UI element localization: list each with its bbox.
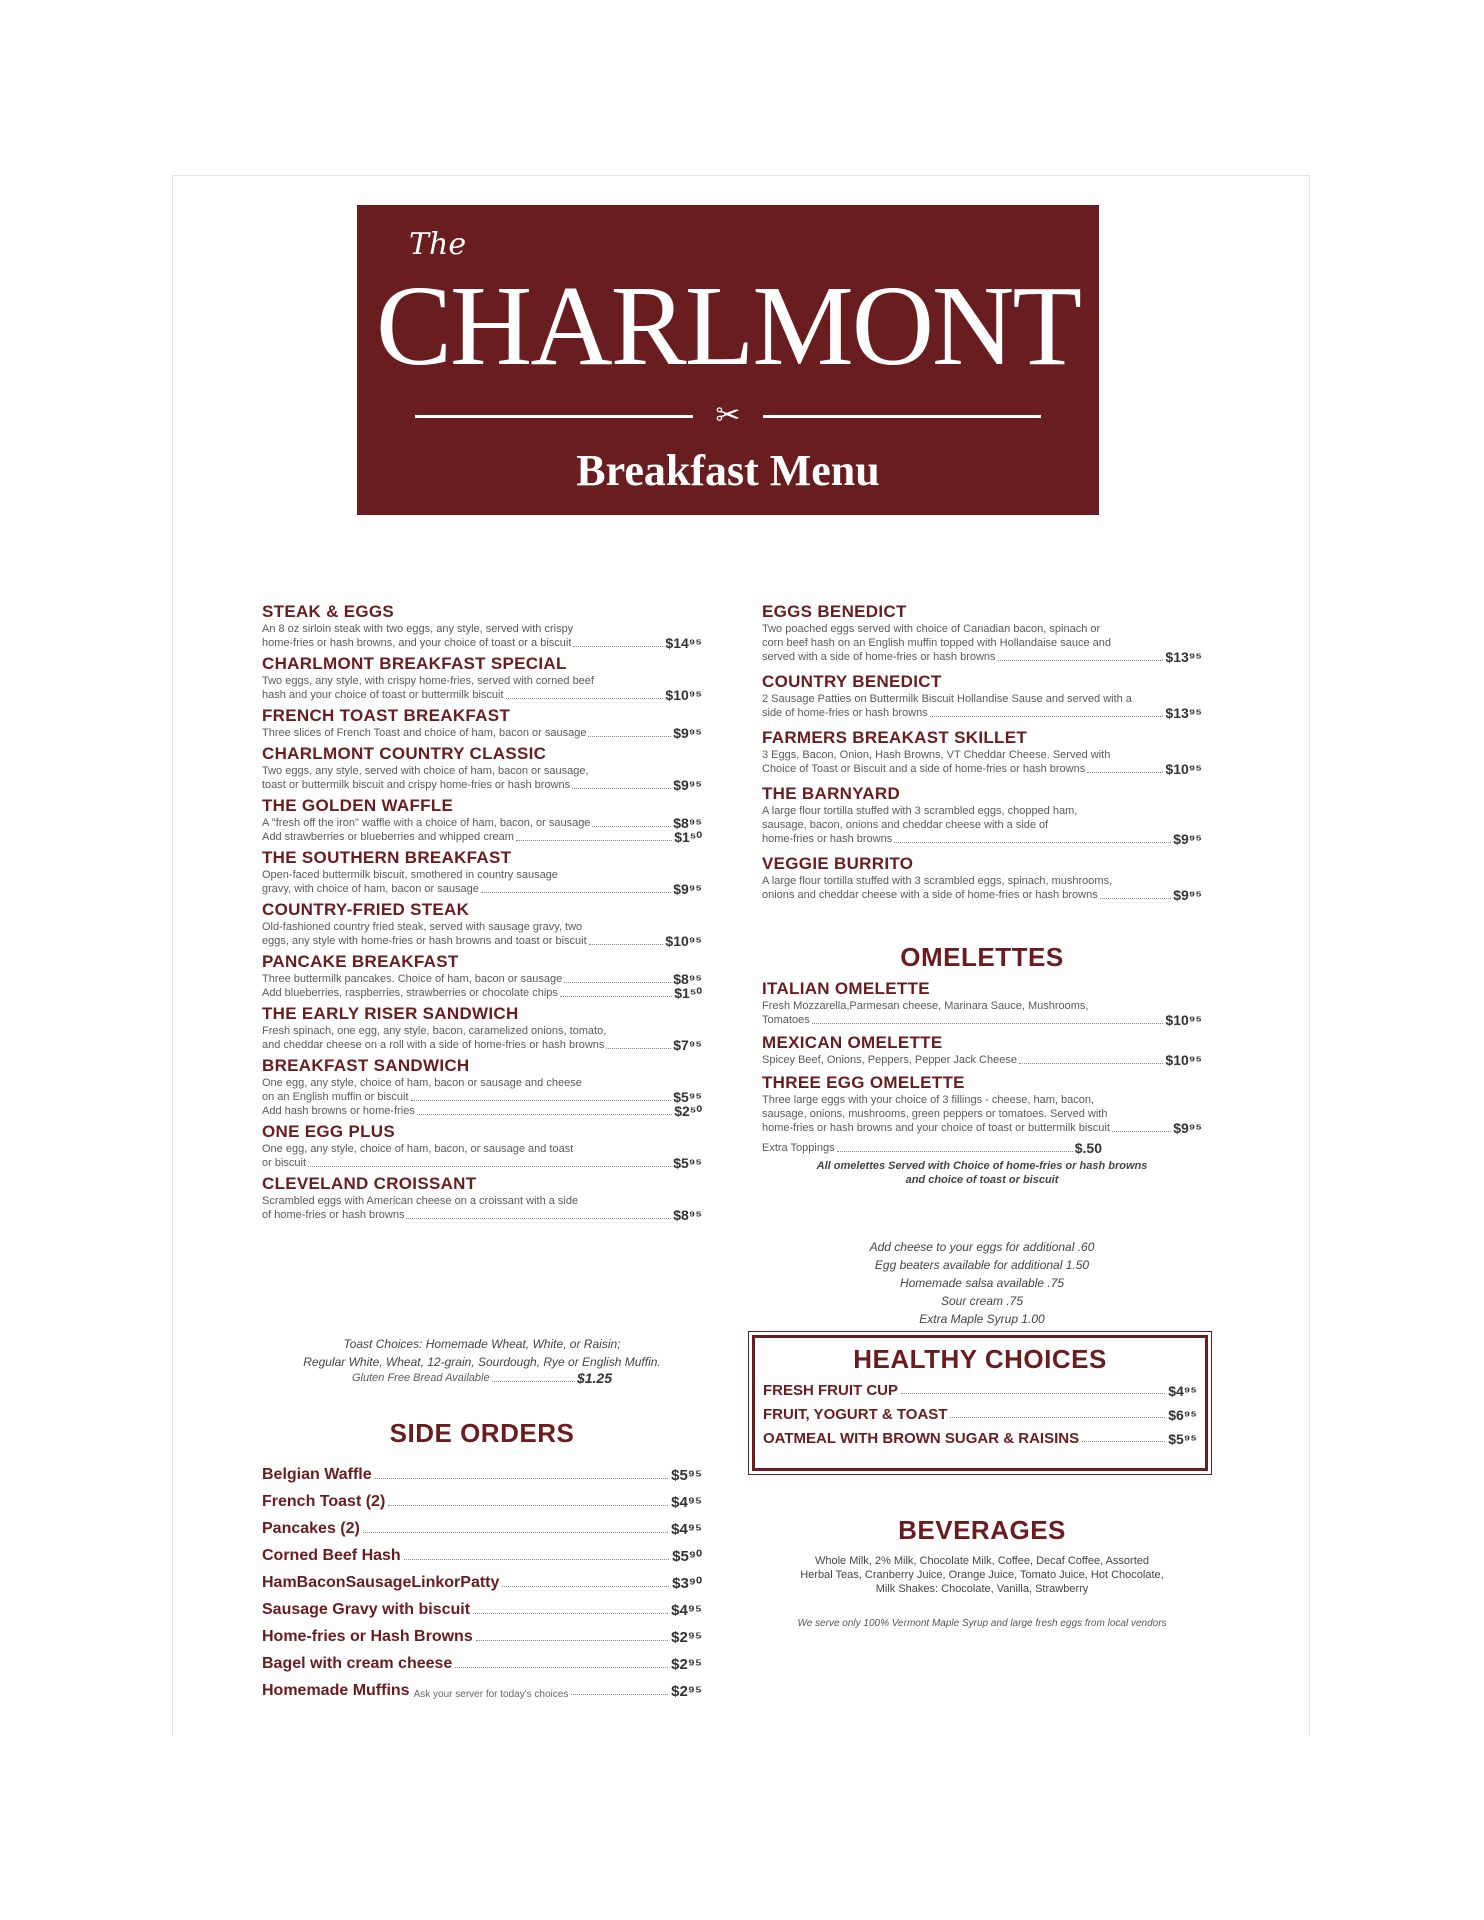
menu-item-price-row [262,1208,702,1222]
menu-item-description: Two eggs, any style, served with choice of ham, bacon or sausage, [262,765,589,777]
menu-banner [357,205,1099,515]
menu-item-price-row [762,1121,1202,1135]
side-order-note: Ask your server for today's choices [413,1689,569,1700]
side-orders [262,1418,702,1700]
menu-item-description: sausage, onions, mushrooms, green peppers or tomatoes. Served with [762,1108,1108,1120]
menu-item-price: $2⁵⁰ [674,1103,702,1119]
menu-item-price: $9⁹⁵ [1173,887,1202,903]
menu-item-detail: Choice of Toast or Biscuit and a side of home-fries or hash browns [762,763,1086,775]
omelette-note-2: and choice of toast or biscuit [905,1174,1059,1186]
side-order-price: $3⁹⁰ [672,1575,702,1592]
side-order-price: $5⁹⁵ [671,1467,702,1484]
menu-item-price-row [262,972,702,986]
menu-item-name: THE EARLY RISER SANDWICH [262,1004,519,1023]
menu-item [762,728,1202,776]
menu-item-name: VEGGIE BURRITO [762,854,914,873]
dot-leader [901,1393,1165,1394]
menu-item-price: $8⁹⁵ [673,1207,702,1223]
menu-item-detail: Add blueberries, raspberries, strawberries or chocolate chips [262,987,558,999]
banner-the: The [409,227,467,262]
menu-item [262,744,702,792]
dot-leader [560,996,672,997]
menu-item-description: Two eggs, any style, with crispy home-fries, served with corned beef [262,675,594,687]
menu-item-price-row [262,816,702,830]
menu-item-price: $10⁹⁵ [1165,1052,1202,1068]
dot-leader [1100,898,1172,899]
menu-item-description: Fresh spinach, one egg, any style, bacon, caramelized onions, tomato, [262,1025,607,1037]
side-order-name: Belgian Waffle [262,1466,372,1483]
menu-item-description: Open-faced buttermilk biscuit, smothered in country sausage [262,869,558,881]
side-order-row [262,1646,702,1673]
menu-item-description: 2 Sausage Patties on Buttermilk Biscuit Hollandise Sause and served with a [762,693,1132,705]
side-order-name: Sausage Gravy with biscuit [262,1601,471,1618]
banner-rule-right [763,415,1041,418]
menu-item-description: sausage, bacon, onions and cheddar cheese with a side of [762,819,1049,831]
footer-note: We serve only 100% Vermont Maple Syrup and large fresh eggs from local vendors [797,1618,1167,1629]
dot-leader [363,1532,668,1533]
menu-item-name: THE BARNYARD [762,784,901,803]
menu-item-detail: eggs, any style with home-fries or hash browns and toast or biscuit [262,935,587,947]
banner-rule-left [415,415,693,418]
menu-item-price: $13⁹⁵ [1165,705,1202,721]
menu-item-price: $10⁹⁵ [665,687,702,703]
menu-item-name: MEXICAN OMELETTE [762,1033,943,1052]
dot-leader [516,840,672,841]
side-orders-title: SIDE ORDERS [389,1418,575,1448]
dot-leader [589,944,664,945]
menu-item-detail: served with a side of home-fries or hash browns [762,651,996,663]
menu-item-price-row [262,688,702,702]
menu-item-detail: and cheddar cheese on a roll with a side of home-fries or hash browns [262,1039,605,1051]
menu-item-price-row [262,1104,702,1118]
menu-item-detail: home-fries or hash browns, and your choice of toast or a biscuit [262,637,572,649]
side-orders-list [262,1457,702,1700]
side-order-price: $4⁹⁵ [671,1602,702,1619]
menu-item [762,1033,1202,1067]
addon-line: Homemade salsa available .75 [899,1276,1065,1290]
menu-item-name: ITALIAN OMELETTE [762,979,930,998]
dot-leader [417,1114,672,1115]
menu-item-price-row [262,636,702,650]
menu-item-name: CHARLMONT COUNTRY CLASSIC [262,744,547,763]
menu-item-price-row [762,832,1202,846]
menu-item-description: 3 Eggs, Bacon, Onion, Hash Browns, VT Cheddar Cheese. Served with [762,749,1111,761]
extra-toppings-price: $.50 [1074,1140,1102,1156]
menu-item [262,1174,702,1222]
menu-item [762,979,1202,1027]
menu-item-price-row [262,830,702,844]
healthy-item-row [755,1423,1205,1447]
menu-item-price: $10⁹⁵ [1165,1012,1202,1028]
beverages-line-3: Milk Shakes: Chocolate, Vanilla, Strawberry [875,1583,1089,1595]
menu-item-description: One egg, any style, choice of ham, bacon or sausage and cheese [262,1077,582,1089]
menu-item-detail: home-fries or hash browns and your choice of toast or buttermilk biscuit [762,1122,1110,1134]
menu-item-price-row [262,726,702,740]
menu-item-price: $9⁹⁵ [673,725,702,741]
side-order-name: Homemade Muffins [262,1682,410,1699]
menu-item [762,854,1202,902]
side-order-row [262,1592,702,1619]
dot-leader [606,1048,671,1049]
menu-item [262,654,702,702]
menu-item-description: Three large eggs with your choice of 3 fillings - cheese, ham, bacon, [762,1094,1095,1106]
dot-leader [455,1667,668,1668]
addons [762,1238,1202,1328]
dot-leader [950,1417,1165,1418]
menu-item-name: THE GOLDEN WAFFLE [262,796,454,815]
side-order-name: French Toast (2) [262,1493,386,1510]
extra-toppings-label: Extra Toppings [762,1142,835,1154]
healthy-choices-box [752,1335,1208,1471]
healthy-item-price: $5⁹⁵ [1168,1431,1197,1447]
menu-item [762,1073,1202,1135]
menu-item-detail: Three slices of French Toast and choice of ham, bacon or sausage [262,727,587,739]
menu-item-description: Scrambled eggs with American cheese on a croissant with a side [262,1195,579,1207]
side-order-price: $2⁹⁵ [671,1629,702,1646]
ornament-icon: ✂ [715,399,741,432]
dot-leader [473,1613,668,1614]
side-order-price: $4⁹⁵ [671,1494,702,1511]
healthy-item-name: OATMEAL WITH BROWN SUGAR & RAISINS [763,1430,1080,1447]
menu-item-detail: home-fries or hash browns [762,833,893,845]
menu-item-detail: gravy, with choice of ham, bacon or sausage [262,883,479,895]
menu-item-detail: on an English muffin or biscuit [262,1091,409,1103]
side-order-row [262,1619,702,1646]
menu-item-price: $9⁹⁵ [673,881,702,897]
menu-item-detail: Tomatoes [762,1014,810,1026]
omelettes-list [762,979,1202,1135]
dot-leader [1112,1131,1171,1132]
menu-item-description: Old-fashioned country fried steak, served with sausage gravy, two [262,921,583,933]
omelette-note-1: All omelettes Served with Choice of home-fries or hash browns [816,1160,1148,1172]
menu-item-name: COUNTRY-FRIED STEAK [262,900,470,919]
toast-line-2: Regular White, Wheat, 12-grain, Sourdough, Rye or English Muffin. [303,1355,661,1369]
menu-item-price-row [262,778,702,792]
left-column [262,602,702,1226]
menu-item-detail: Three buttermilk pancakes. Choice of ham, bacon or sausage [262,973,563,985]
menu-item-price-row [762,1053,1202,1067]
healthy-item-name: FRUIT, YOGURT & TOAST [763,1406,948,1423]
extra-toppings-row [762,1141,1102,1155]
dot-leader [404,1559,669,1560]
menu-item-price-row [262,986,702,1000]
menu-item-name: ONE EGG PLUS [262,1122,396,1141]
healthy-item-name: FRESH FRUIT CUP [763,1382,898,1399]
dot-leader [812,1023,1164,1024]
dot-leader [375,1478,669,1479]
menu-item-price: $7⁹⁵ [673,1037,702,1053]
side-order-price: $2⁹⁵ [671,1656,702,1673]
dot-leader [572,788,671,789]
toast-choices [262,1335,702,1385]
menu-item [262,900,702,948]
menu-item-detail: toast or buttermilk biscuit and crispy home-fries or hash browns [262,779,571,791]
beverages-line-1: Whole Milk, 2% Milk, Chocolate Milk, Coffee, Decaf Coffee, Assorted [814,1555,1149,1567]
side-order-row [262,1673,702,1700]
addon-line: Egg beaters available for additional 1.50 [874,1258,1090,1272]
dot-leader [588,736,671,737]
menu-item-name: THREE EGG OMELETTE [762,1073,965,1092]
menu-item-price: $8⁹⁵ [673,815,702,831]
menu-item-description: An 8 oz sirloin steak with two eggs, any style, served with crispy [262,623,574,635]
dot-leader [476,1640,668,1641]
menu-item [262,952,702,1000]
menu-item-price-row [762,888,1202,902]
healthy-item-price: $6⁹⁵ [1168,1407,1197,1423]
menu-item-detail: Spicey Beef, Onions, Peppers, Pepper Jack Cheese [762,1054,1017,1066]
dot-leader [1087,772,1163,773]
menu-item-name: CLEVELAND CROISSANT [262,1174,477,1193]
menu-item-price-row [262,882,702,896]
side-order-row [262,1511,702,1538]
menu-item-price: $13⁹⁵ [1165,649,1202,665]
dot-leader [388,1505,668,1506]
side-order-name: Home-fries or Hash Browns [262,1628,473,1645]
dot-leader [930,716,1164,717]
menu-item-description: Two poached eggs served with choice of Canadian bacon, spinach or [762,623,1101,635]
beverages-line-2: Herbal Teas, Cranberry Juice, Orange Juice, Tomato Juice, Hot Chocolate, [800,1569,1164,1581]
beverages-title: BEVERAGES [898,1515,1066,1545]
menu-subtitle: Breakfast Menu [576,446,880,495]
menu-item [762,784,1202,846]
menu-item [262,1056,702,1118]
menu-item-detail: or biscuit [262,1157,307,1169]
menu-item [762,672,1202,720]
dot-leader [506,698,664,699]
side-order-row [262,1484,702,1511]
menu-item-name: BREAKFAST SANDWICH [262,1056,470,1075]
menu-item-price: $9⁹⁵ [673,777,702,793]
menu-item-price: $9⁹⁵ [1173,831,1202,847]
dot-leader [571,1694,668,1695]
menu-item-price: $10⁹⁵ [665,933,702,949]
menu-item-name: COUNTRY BENEDICT [762,672,942,691]
dot-leader [502,1586,669,1587]
menu-item [262,602,702,650]
healthy-item-row [755,1375,1205,1399]
menu-item-name: THE SOUTHERN BREAKFAST [262,848,512,867]
menu-item-description: corn beef hash on an English muffin topped with Hollandaise sauce and [762,637,1111,649]
menu-item [262,706,702,740]
menu-item-price-row [762,706,1202,720]
toast-line-1: Toast Choices: Homemade Wheat, White, or Raisin; [343,1337,621,1351]
side-order-name: Corned Beef Hash [262,1547,401,1564]
addon-line: Add cheese to your eggs for additional .60 [869,1240,1095,1254]
right-column [762,602,1202,910]
menu-item-detail: Add hash browns or home-fries [262,1105,415,1117]
menu-item-price-row [262,1156,702,1170]
dot-leader [481,892,671,893]
menu-item-detail: of home-fries or hash browns [262,1209,405,1221]
dot-leader [406,1218,671,1219]
menu-item-detail: side of home-fries or hash browns [762,707,928,719]
dot-leader [998,660,1164,661]
menu-item-name: FARMERS BREAKAST SKILLET [762,728,1028,747]
menu-item-price-row [262,1090,702,1104]
dot-leader [1019,1063,1163,1064]
menu-item-detail: A "fresh off the iron" waffle with a choice of ham, bacon, or sausage [262,817,591,829]
menu-item-detail: onions and cheddar cheese with a side of home-fries or hash browns [762,889,1098,901]
menu-item-price-row [762,762,1202,776]
side-order-row [262,1457,702,1484]
menu-item-detail: Add strawberries or blueberries and whipped cream [262,831,514,843]
menu-item-price: $1⁵⁰ [674,985,702,1001]
menu-item [262,796,702,844]
menu-item-price: $9⁹⁵ [1173,1120,1202,1136]
dot-leader [564,982,671,983]
side-order-price: $2⁹⁵ [671,1683,702,1700]
menu-item-description: A large flour tortilla stuffed with 3 scrambled eggs, chopped ham, [762,805,1078,817]
menu-item-name: EGGS BENEDICT [762,602,907,621]
menu-item [762,602,1202,664]
menu-item-price-row [262,1038,702,1052]
menu-item-description: Fresh Mozzarella,Parmesan cheese, Marinara Sauce, Mushrooms, [762,1000,1089,1012]
side-order-price: $4⁹⁵ [671,1521,702,1538]
dot-leader [894,842,1171,843]
menu-item [262,1122,702,1170]
dot-leader [411,1100,672,1101]
menu-item-price: $8⁹⁵ [673,971,702,987]
side-order-row [262,1565,702,1592]
addon-line: Extra Maple Syrup 1.00 [919,1312,1045,1326]
healthy-choices-title: HEALTHY CHOICES [853,1344,1107,1374]
addon-line: Sour cream .75 [940,1294,1024,1308]
side-order-price: $5⁹⁰ [672,1548,702,1565]
menu-item-price-row [762,650,1202,664]
menu-item-name: CHARLMONT BREAKFAST SPECIAL [262,654,567,673]
dot-leader [573,646,663,647]
omelettes-title: OMELETTES [900,942,1064,972]
restaurant-name: CHARLMONT [375,262,1081,389]
gluten-free-label: Gluten Free Bread Available [352,1372,490,1384]
menu-item-price: $5⁹⁵ [673,1155,702,1171]
menu-item-price: $10⁹⁵ [1165,761,1202,777]
side-order-name: Bagel with cream cheese [262,1655,453,1672]
healthy-choices-list [755,1375,1205,1447]
healthy-item-row [755,1399,1205,1423]
beverages-section [762,1515,1202,1629]
menu-item-description: A large flour tortilla stuffed with 3 scrambled eggs, spinach, mushrooms, [762,875,1113,887]
menu-item-description: One egg, any style, choice of ham, bacon, or sausage and toast [262,1143,574,1155]
menu-item-name: FRENCH TOAST BREAKFAST [262,706,511,725]
gluten-free-price: $1.25 [576,1370,612,1386]
side-order-row [262,1538,702,1565]
gluten-free-row [352,1371,612,1385]
menu-item [262,848,702,896]
menu-item-name: PANCAKE BREAKFAST [262,952,459,971]
dot-leader [308,1166,671,1167]
menu-item-price-row [762,1013,1202,1027]
side-order-name: Pancakes (2) [262,1520,360,1537]
menu-item-price: $14⁹⁵ [665,635,702,651]
menu-item-detail: hash and your choice of toast or buttermilk biscuit [262,689,504,701]
side-order-name: HamBaconSausageLinkorPatty [262,1574,500,1591]
dot-leader [1082,1441,1165,1442]
menu-item-price: $1⁵⁰ [674,829,702,845]
omelettes-section [762,942,1202,1187]
menu-item-price-row [262,934,702,948]
menu-item [262,1004,702,1052]
dot-leader [592,826,671,827]
menu-item-name: STEAK & EGGS [262,602,395,621]
healthy-item-price: $4⁹⁵ [1168,1383,1197,1399]
menu-item-price: $5⁹⁵ [673,1089,702,1105]
